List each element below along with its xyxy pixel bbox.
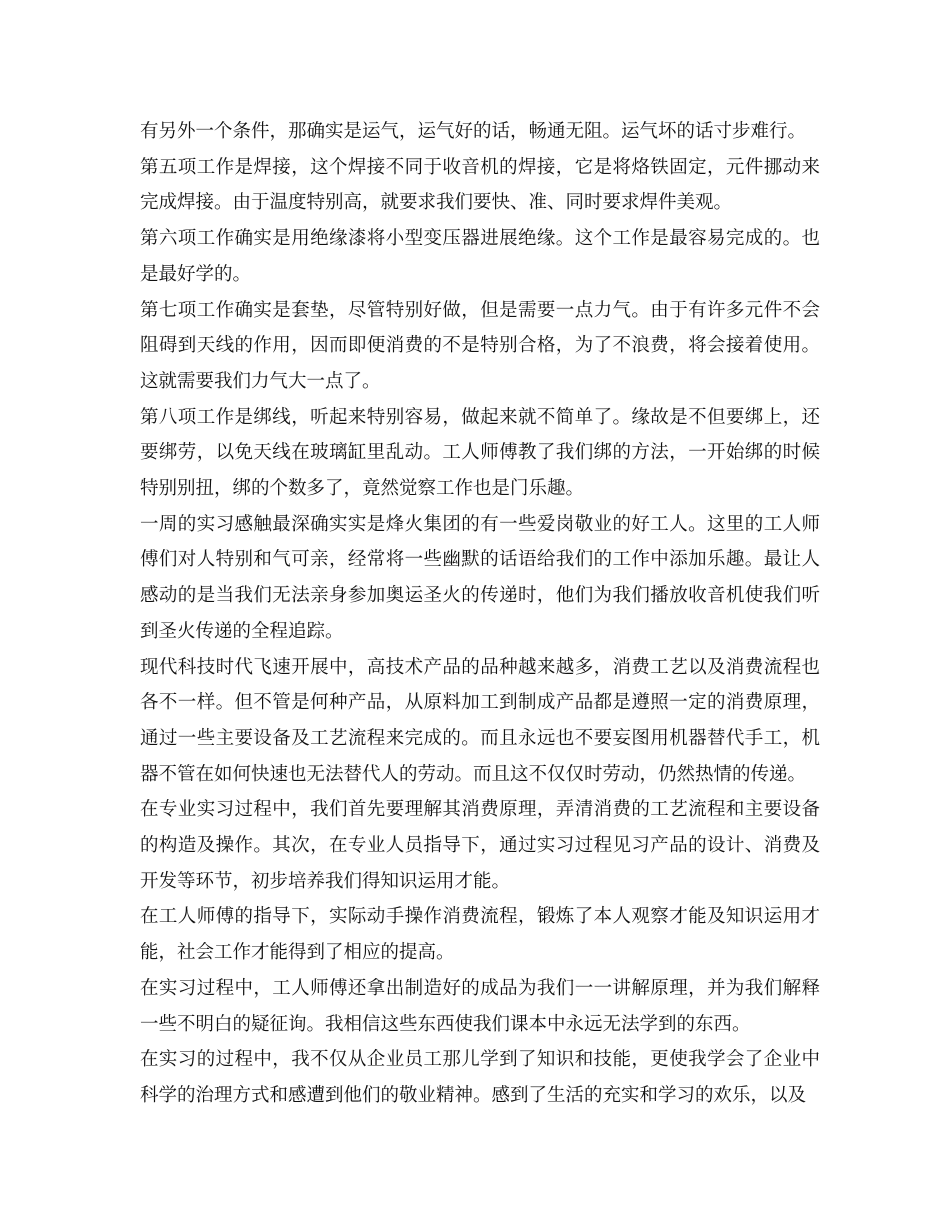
paragraph-10: 在实习过程中，工人师傅还拿出制造好的成品为我们一一讲解原理，并为我们解释一些不明白的疑征询。我相信这些东西使我们课本中永远无法学到的东西。 bbox=[140, 977, 820, 1035]
paragraph-5: 第八项工作是绑线，听起来特别容易，做起来就不简单了。缘故是不但要绑上，还要绑劳，以免天线在玻璃缸里乱动。工人师傅教了我们绑的方法，一开始绑的时候特别别扭，绑的个数多了，竟然觉察工作也是门乐趣。 bbox=[140, 406, 820, 500]
paragraph-8: 在专业实习过程中，我们首先要理解其消费原理，弄清消费的工艺流程和主要设备的构造及操作。其次，在专业人员指导下，通过实习过程见习产品的设计、消费及开发等环节，初步培养我们得知识运用才能。 bbox=[140, 799, 820, 892]
paragraph-2: 第五项工作是焊接，这个焊接不同于收音机的焊接，它是将烙铁固定，元件挪动来完成焊接。由于温度特别高，就要求我们要快、准、同时要求焊件美观。 bbox=[140, 156, 820, 214]
paragraph-4: 第七项工作确实是套垫，尽管特别好做，但是需要一点力气。由于有许多元件不会阻碍到天线的作用，因而即便消费的不是特别合格，为了不浪费，将会接着使用。这就需要我们力气大一点了。 bbox=[140, 299, 820, 392]
paragraph-6: 一周的实习感触最深确实实是烽火集团的有一些爱岗敬业的好工人。这里的工人师傅们对人特别和气可亲，经常将一些幽默的话语给我们的工作中添加乐趣。最让人感动的是当我们无法亲身参加奥运圣火的传递时，他们为我们播放收音机使我们听到圣火传递的全程追踪。 bbox=[140, 513, 820, 642]
paragraph-11: 在实习的过程中，我不仅从企业员工那儿学到了知识和技能，更使我学会了企业中科学的治理方式和感遭到他们的敬业精神。感到了生活的充实和学习的欢乐，以及 bbox=[140, 1049, 820, 1106]
paragraph-1: 有另外一个条件，那确实是运气，运气好的话，畅通无阻。运气坏的话寸步难行。 bbox=[140, 121, 807, 142]
document-body bbox=[140, 114, 820, 1114]
paragraph-3: 第六项工作确实是用绝缘漆将小型变压器进展绝缘。这个工作是最容易完成的。也是最好学的。 bbox=[140, 228, 820, 285]
paragraph-7: 现代科技时代飞速开展中，高技术产品的品种越来越多，消费工艺以及消费流程也各不一样。但不管是何种产品，从原料加工到制成产品都是遵照一定的消费原理，通过一些主要设备及工艺流程来完成的。而且永远也不要妄图用机器替代手工，机器不管在如何快速也无法替代人的劳动。而且这不仅仅时劳动，仍然热情的传递。 bbox=[140, 656, 820, 785]
paragraph-9: 在工人师傅的指导下，实际动手操作消费流程，锻炼了本人观察才能及知识运用才能，社会工作才能得到了相应的提高。 bbox=[140, 906, 820, 964]
